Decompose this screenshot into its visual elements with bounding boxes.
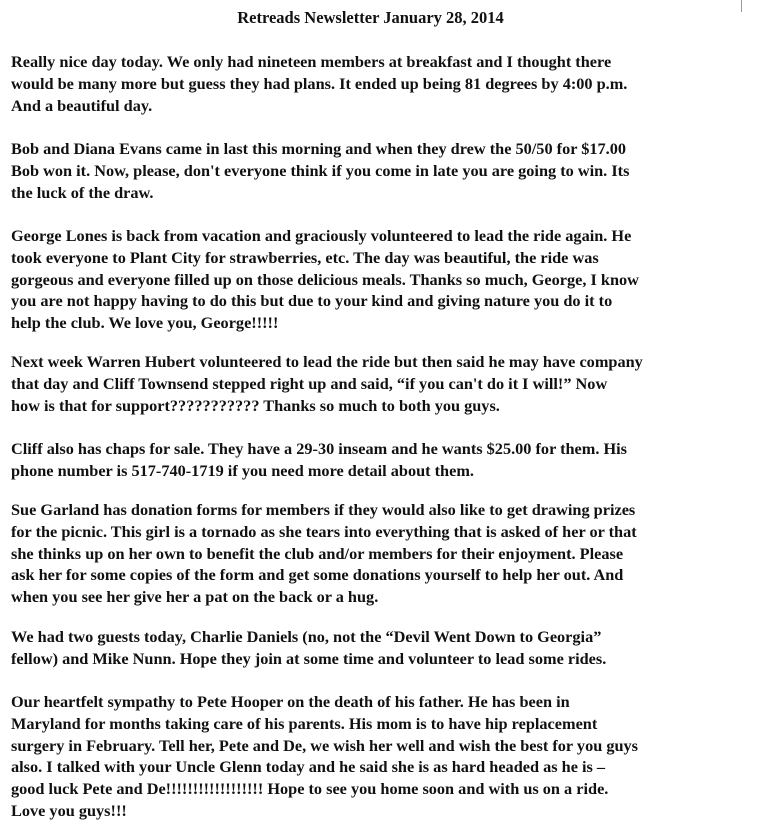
paragraph-line: Sue Garland has donation forms for members if they would also like to get drawing prizes: [11, 500, 636, 519]
paragraph-line: phone number is 517-740-1719 if you need more detail about them.: [11, 460, 474, 480]
paragraph-line: Love you guys!!!: [11, 800, 127, 820]
paragraph-line: Bob won it. Now, please, don't everyone think if you come in late you are going to win. Its: [11, 160, 630, 180]
paragraph-line: would be many more but guess they had plans. It ended up being 81 degrees by 4:00 p.m.: [11, 73, 628, 93]
paragraph-line: the luck of the draw.: [11, 182, 154, 202]
paragraph-george-ride: [11, 225, 639, 334]
paragraph-line: George Lones is back from vacation and graciously volunteered to lead the ride again. He: [11, 226, 632, 245]
paragraph-donation-forms: [11, 499, 637, 608]
paragraph-sympathy: [11, 691, 638, 822]
paragraph-line: Maryland for months taking care of his parents. His mom is to have hip replacement: [11, 713, 598, 733]
paragraph-line: ask her for some copies of the form and get some donations yourself to help her out. And: [11, 565, 624, 585]
paragraph-line: good luck Pete and De!!!!!!!!!!!!!!!!!! Hope to see you home soon and with us on a ride.: [11, 779, 609, 799]
paragraph-line: surgery in February. Tell her, Pete and De, we wish her well and wish the best for you guys: [11, 735, 639, 755]
paragraph-line: fellow) and Mike Nunn. Hope they join at some time and volunteer to lead some rides.: [11, 648, 607, 668]
paragraph-line: We had two guests today, Charlie Daniels (no, not the “Devil Went Down to Georgia”: [11, 627, 602, 646]
paragraph-line: took everyone to Plant City for strawberries, etc. The day was beautiful, the ride was: [11, 247, 599, 267]
paragraph-fifty-fifty: [11, 138, 629, 203]
paragraph-line: for the picnic. This girl is a tornado as she tears into everything that is asked of her or that: [11, 521, 637, 541]
paragraph-guests: [11, 626, 606, 670]
paragraph-line: Bob and Diana Evans came in last this morning and when they drew the 50/50 for $17.00: [11, 139, 626, 158]
paragraph-line: she thinks up on her own to benefit the club and/or members for their enjoyment. Please: [11, 543, 624, 563]
paragraph-line: help the club. We love you, George!!!!!: [11, 313, 279, 333]
paragraph-line: Our heartfelt sympathy to Pete Hooper on the death of his father. He has been in: [11, 692, 570, 711]
paragraph-line: how is that for support??????????? Thanks so much to both you guys.: [11, 395, 500, 415]
paragraph-chaps-sale: [11, 438, 627, 482]
paragraph-line: when you see her give her a pat on the back or a hug.: [11, 587, 379, 607]
paragraph-line: Cliff also has chaps for sale. They have a 29-30 inseam and he wants $25.00 for them. His: [11, 439, 628, 458]
paragraph-line: Next week Warren Hubert volunteered to lead the ride but then said he may have company: [11, 352, 643, 371]
paragraph-next-week: [11, 351, 643, 416]
newsletter-title: Retreads Newsletter January 28, 2014: [237, 8, 504, 27]
paragraph-line: also. I talked with your Uncle Glenn today and he said she is as hard headed as he is –: [11, 757, 606, 777]
paragraph-breakfast: [11, 51, 627, 116]
paragraph-line: Really nice day today. We only had nineteen members at breakfast and I thought there: [11, 52, 612, 71]
paragraph-line: gorgeous and everyone filled up on those delicious meals. Thanks so much, George, I know: [11, 269, 639, 289]
page-edge-rule: [741, 0, 742, 12]
paragraph-line: you are not happy having to do this but due to your kind and giving nature you do it to: [11, 291, 613, 311]
paragraph-line: that day and Cliff Townsend stepped right up and said, “if you can't do it I will!” Now: [11, 373, 608, 393]
paragraph-line: And a beautiful day.: [11, 95, 153, 115]
